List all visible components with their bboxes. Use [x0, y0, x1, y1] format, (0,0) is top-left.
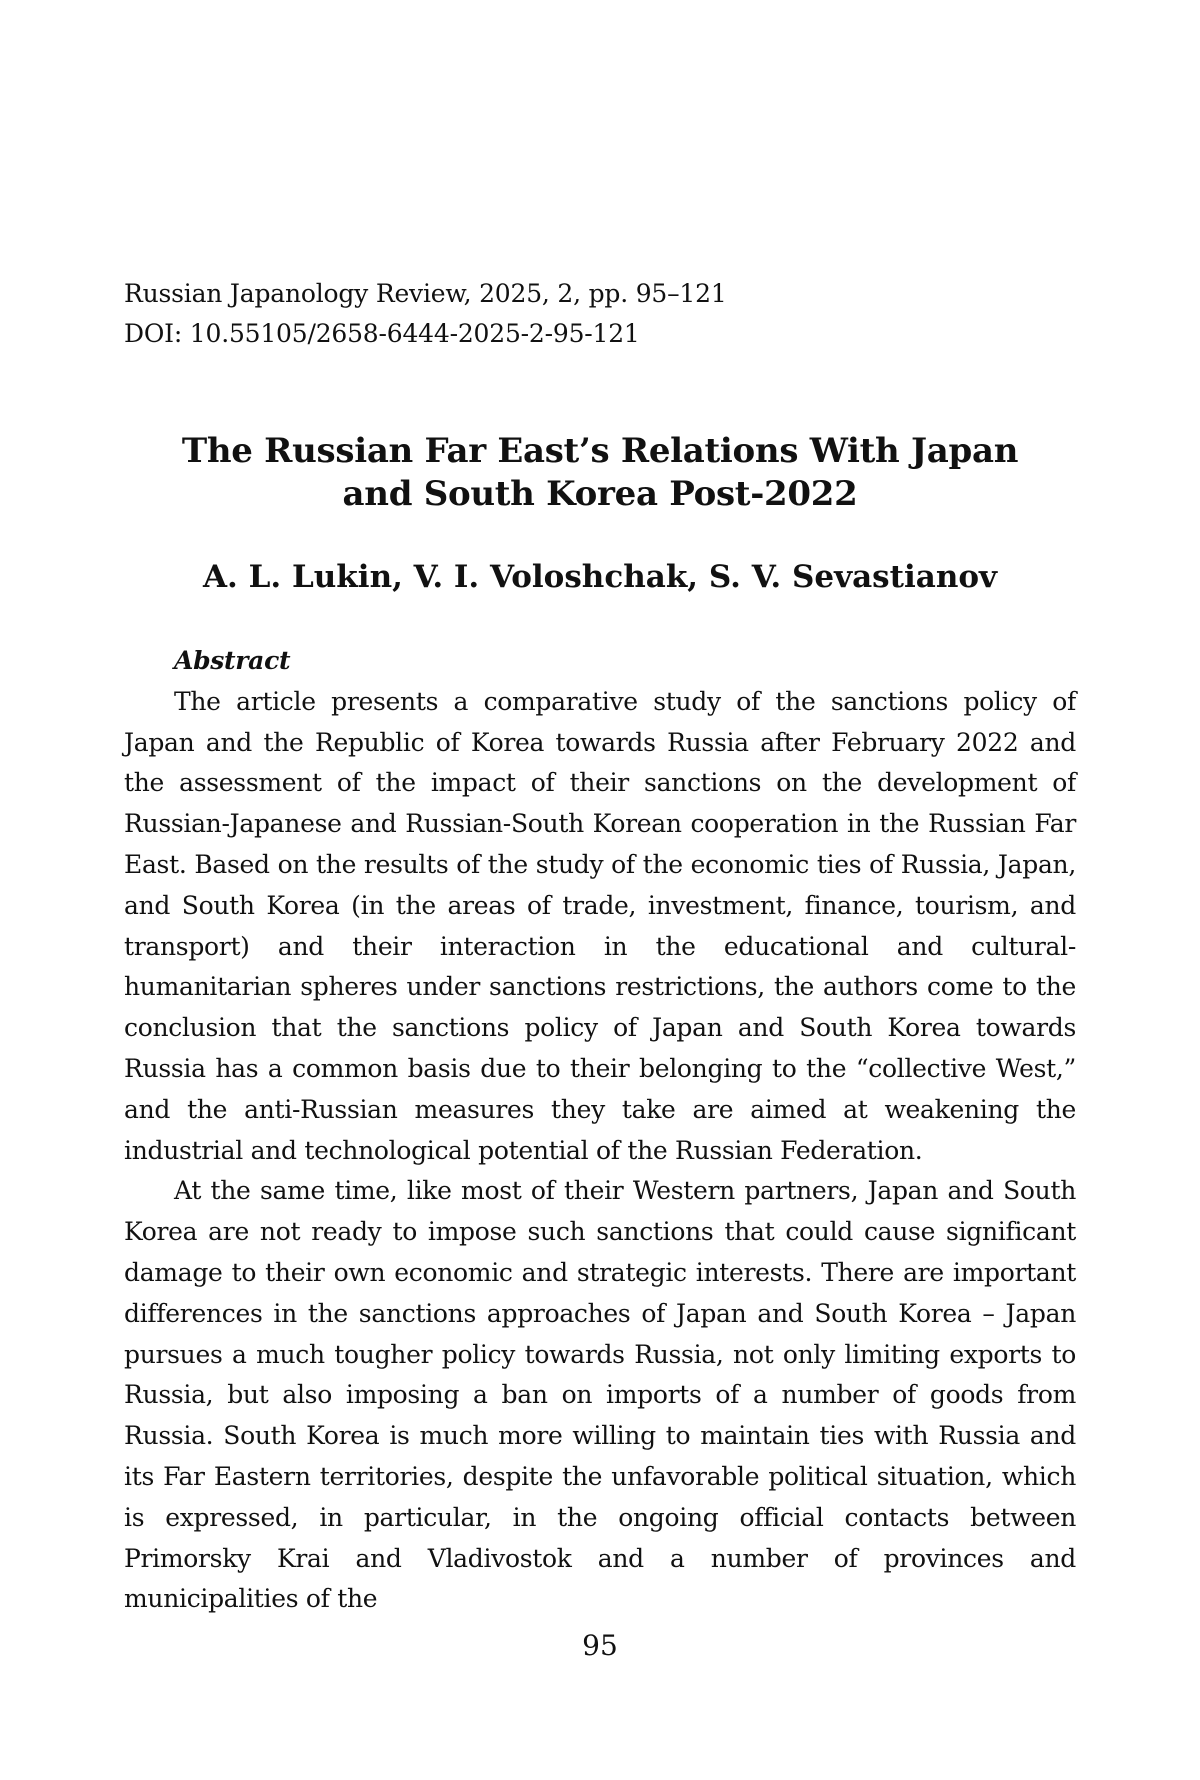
citation-block: [124, 274, 727, 354]
article-title-line-1: The Russian Far East’s Relations With Japan: [181, 431, 1019, 471]
abstract-heading: Abstract: [174, 646, 291, 675]
abstract-section: [124, 641, 1076, 1620]
journal-citation: Russian Japanology Review, 2025, 2, pp. 95–121: [124, 279, 727, 308]
article-title: [124, 430, 1076, 516]
article-authors: A. L. Lukin, V. I. Voloshchak, S. V. Sevastianov: [202, 559, 998, 595]
page-number: 95: [582, 1629, 618, 1662]
abstract-paragraph-2: At the same time, like most of their Western partners, Japan and South Korea are not ready to impose such sanctions that could cause significant damage to their own economic and strategic interests. There are important differences in the sanctions approaches of Japan and South Korea – Japan pursues a much tougher policy towards Russia, not only limiting exports to Russia, but also imposing a ban on imports of a number of goods from Russia. South Korea is much more willing to maintain ties with Russia and its Far Eastern territories, despite the unfavorable political situation, which is expressed, in particular, in the ongoing official contacts between Primorsky Krai and Vladivostok and a number of provinces and municipalities of the: [124, 1176, 1076, 1614]
article-title-line-2: and South Korea Post-2022: [342, 474, 858, 514]
abstract-paragraph-1: The article presents a comparative study of the sanctions policy of Japan and the Republic of Korea towards Russia after February 2022 and the assessment of the impact of their sanctions on the development of Russian-Japanese and Russian-South Korean cooperation in the Russian Far East. Based on the results of the study of the economic ties of Russia, Japan, and South Korea (in the areas of trade, investment, finance, tourism, and transport) and their interaction in the educational and cultural-humanitarian spheres under sanctions restrictions, the authors come to the conclusion that the sanctions policy of Japan and South Korea towards Russia has a common basis due to their belonging to the “collective West,” and the anti-Russian measures they take are aimed at weakening the industrial and technological potential of the Russian Federation.: [124, 686, 1076, 1165]
doi-line: DOI: 10.55105/2658-6444-2025-2-95-121: [124, 319, 640, 348]
